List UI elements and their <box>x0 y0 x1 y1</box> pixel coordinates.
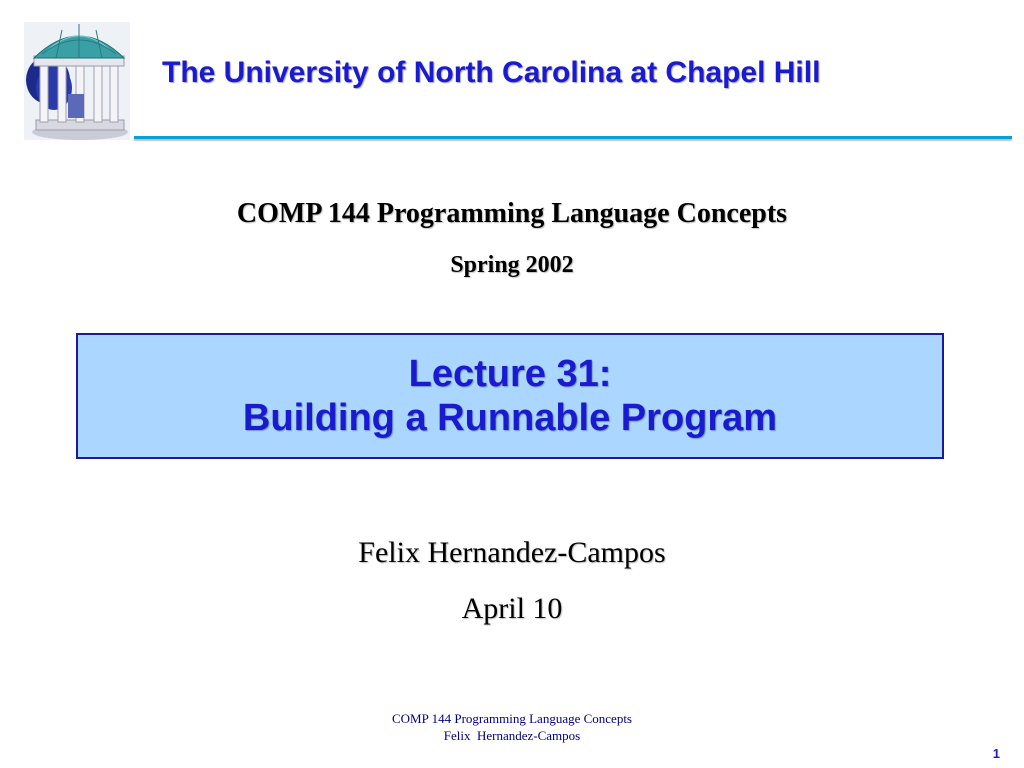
lecture-date: April 10 <box>461 592 563 625</box>
footer-course: COMP 144 Programming Language Concepts <box>392 711 632 726</box>
old-well-logo <box>24 22 130 140</box>
course-title: COMP 144 Programming Language Concepts <box>236 198 788 229</box>
lecture-title: Building a Runnable Program <box>242 397 778 439</box>
lecture-number: Lecture 31: <box>408 353 612 395</box>
slide-footer <box>0 710 1024 744</box>
course-term: Spring 2002 <box>450 252 574 278</box>
author-name: Felix Hernandez-Campos <box>358 536 666 569</box>
university-title: The University of North Carolina at Chapel Hill <box>162 56 821 89</box>
footer-author: Felix Hernandez-Campos <box>443 728 581 743</box>
page-number: 1 <box>992 746 1000 761</box>
lecture-title-box <box>76 333 944 459</box>
header-divider <box>134 136 1012 139</box>
